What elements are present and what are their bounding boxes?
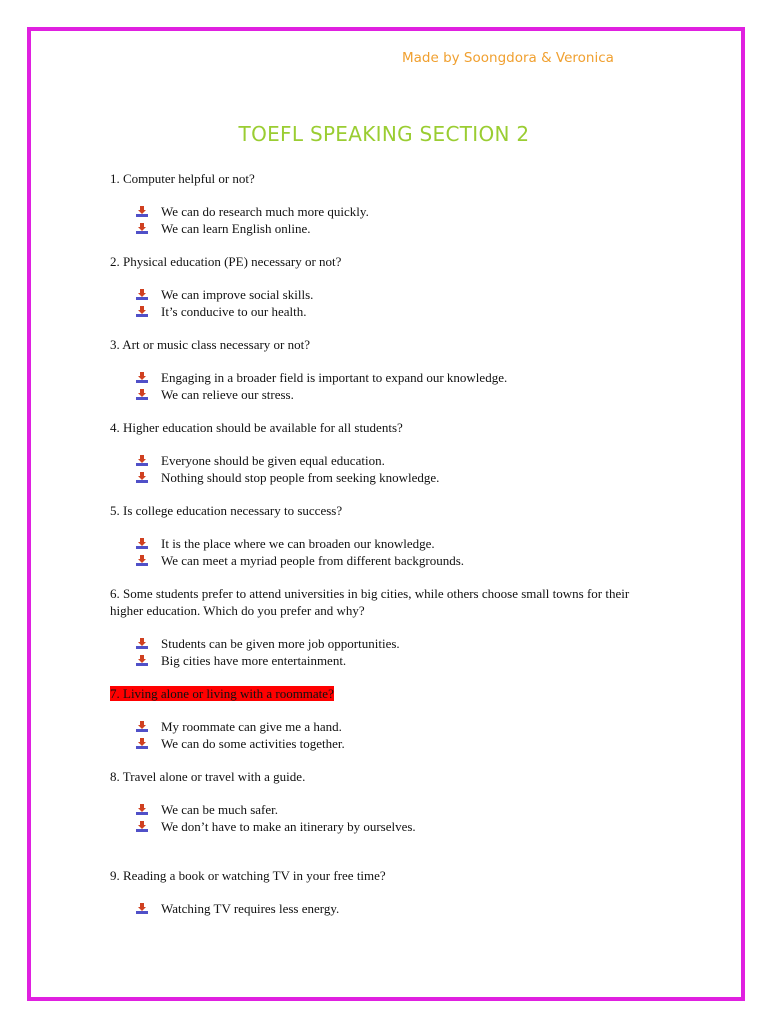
arrow-bullet-icon: [136, 554, 148, 566]
arrow-bullet-icon: [136, 902, 148, 914]
question-9: 9. Reading a book or watching TV in your free time?: [110, 868, 386, 883]
arrow-bullet-icon: [136, 637, 148, 649]
answer-item: We can relieve our stress.: [110, 386, 665, 403]
question-5: 5. Is college education necessary to success?: [110, 503, 343, 518]
arrow-bullet-icon: [136, 737, 148, 749]
answer-item: We can do some activities together.: [110, 735, 665, 752]
answer-list-5: [110, 535, 665, 569]
spacer: [110, 851, 665, 867]
arrow-bullet-icon: [136, 205, 148, 217]
arrow-bullet-icon: [136, 222, 148, 234]
answer-list-9: [110, 900, 665, 917]
answer-item: Everyone should be given equal education.: [110, 452, 665, 469]
question-1: 1. Computer helpful or not?: [110, 171, 255, 186]
answer-list-7: [110, 718, 665, 752]
answer-item: We can be much safer.: [110, 801, 665, 818]
answer-item: Big cities have more entertainment.: [110, 652, 665, 669]
answer-item: We can learn English online.: [110, 220, 665, 237]
answer-item: We can do research much more quickly.: [110, 203, 665, 220]
arrow-bullet-icon: [136, 820, 148, 832]
arrow-bullet-icon: [136, 371, 148, 383]
question-7: 7. Living alone or living with a roommate?: [110, 686, 334, 701]
answer-list-6: [110, 635, 665, 669]
arrow-bullet-icon: [136, 388, 148, 400]
arrow-bullet-icon: [136, 720, 148, 732]
arrow-bullet-icon: [136, 803, 148, 815]
answer-item: Students can be given more job opportunities.: [110, 635, 665, 652]
answer-item: We can meet a myriad people from different backgrounds.: [110, 552, 665, 569]
answer-list-2: [110, 286, 665, 320]
arrow-bullet-icon: [136, 471, 148, 483]
answer-item: Watching TV requires less energy.: [110, 900, 665, 917]
answer-item: My roommate can give me a hand.: [110, 718, 665, 735]
answer-list-8: [110, 801, 665, 835]
question-2: 2. Physical education (PE) necessary or not?: [110, 254, 342, 269]
answer-list-1: [110, 203, 665, 237]
question-list: [110, 170, 665, 933]
answer-item: We can improve social skills.: [110, 286, 665, 303]
arrow-bullet-icon: [136, 454, 148, 466]
question-3: 3. Art or music class necessary or not?: [110, 337, 311, 352]
question-4: 4. Higher education should be available for all students?: [110, 420, 403, 435]
question-8: 8. Travel alone or travel with a guide.: [110, 769, 306, 784]
author-credit: Made by Soongdora & Veronica: [402, 50, 614, 66]
answer-item: Engaging in a broader field is important to expand our knowledge.: [110, 369, 665, 386]
answer-item: Nothing should stop people from seeking knowledge.: [110, 469, 665, 486]
answer-item: We don’t have to make an itinerary by ourselves.: [110, 818, 665, 835]
arrow-bullet-icon: [136, 305, 148, 317]
answer-item: It is the place where we can broaden our knowledge.: [110, 535, 665, 552]
page-title: TOEFL SPEAKING SECTION 2: [238, 122, 530, 146]
arrow-bullet-icon: [136, 288, 148, 300]
question-6: 6. Some students prefer to attend universities in big cities, while others choose small towns for their higher education. Which do you prefer and why?: [110, 586, 630, 618]
answer-list-4: [110, 452, 665, 486]
answer-list-3: [110, 369, 665, 403]
answer-item: It’s conducive to our health.: [110, 303, 665, 320]
arrow-bullet-icon: [136, 537, 148, 549]
arrow-bullet-icon: [136, 654, 148, 666]
